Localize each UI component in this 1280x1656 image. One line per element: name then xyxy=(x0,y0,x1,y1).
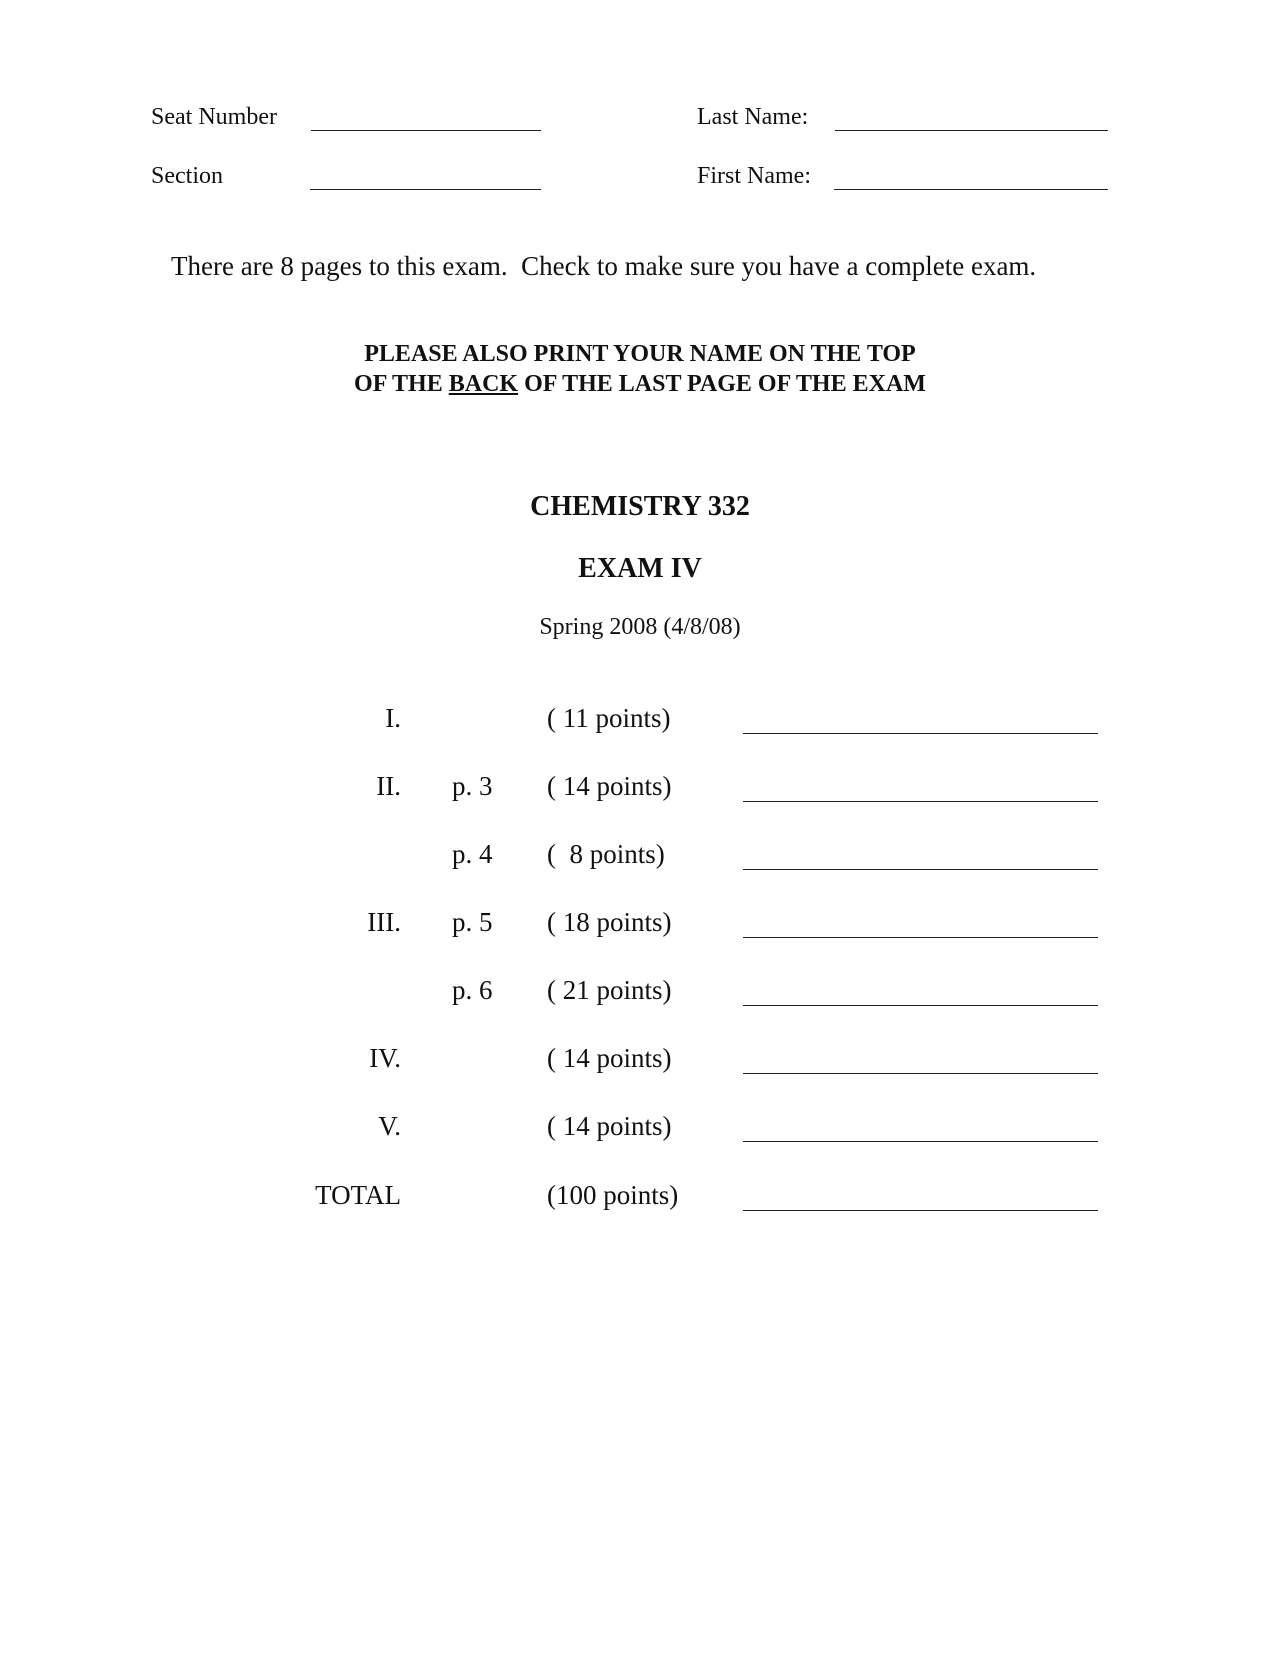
score-row-section: III. xyxy=(367,907,401,937)
instruction-line-2-pre: OF THE xyxy=(354,371,443,397)
score-row-section: V. xyxy=(378,1111,401,1141)
score-entry-line[interactable] xyxy=(743,1073,1098,1074)
score-row-points: ( 14 points) xyxy=(547,771,672,801)
score-row-section: I. xyxy=(385,703,401,733)
seat-number-field[interactable] xyxy=(311,130,541,131)
score-row-section: II. xyxy=(376,771,401,801)
page-count-notice: There are 8 pages to this exam. Check to make sure you have a complete exam. xyxy=(171,251,1037,281)
score-row-points: ( 14 points) xyxy=(547,1111,672,1141)
last-name-label: Last Name: xyxy=(697,104,809,130)
score-entry-line[interactable] xyxy=(743,869,1098,870)
section-field[interactable] xyxy=(310,189,541,190)
last-name-field[interactable] xyxy=(835,130,1108,131)
instruction-line-2-post: OF THE LAST PAGE OF THE EXAM xyxy=(524,371,926,397)
exam-date: Spring 2008 (4/8/08) xyxy=(539,614,741,640)
score-row-page: p. 5 xyxy=(452,907,493,937)
score-row-page: p. 6 xyxy=(452,975,493,1005)
course-title: CHEMISTRY 332 xyxy=(530,491,750,522)
first-name-field[interactable] xyxy=(834,189,1108,190)
score-row-points: ( 14 points) xyxy=(547,1043,672,1073)
score-row-page: p. 3 xyxy=(452,771,493,801)
score-entry-line[interactable] xyxy=(743,733,1098,734)
score-row-points: ( 8 points) xyxy=(547,839,665,869)
score-entry-line[interactable] xyxy=(743,937,1098,938)
score-entry-line[interactable] xyxy=(743,1210,1098,1211)
score-entry-line[interactable] xyxy=(743,1005,1098,1006)
first-name-label: First Name: xyxy=(697,163,811,189)
score-entry-line[interactable] xyxy=(743,1141,1098,1142)
score-row-points: (100 points) xyxy=(547,1180,679,1210)
score-row-points: ( 11 points) xyxy=(547,703,671,733)
score-row-points: ( 21 points) xyxy=(547,975,672,1005)
score-row-section: IV. xyxy=(369,1043,401,1073)
instruction-back-word: BACK xyxy=(448,371,519,397)
score-entry-line[interactable] xyxy=(743,801,1098,802)
instruction-line-1: PLEASE ALSO PRINT YOUR NAME ON THE TOP xyxy=(364,341,916,367)
section-label: Section xyxy=(151,163,223,189)
score-row-page: p. 4 xyxy=(452,839,493,869)
instruction-line-2 xyxy=(0,371,1280,398)
score-row-section: TOTAL xyxy=(315,1180,401,1210)
score-row-points: ( 18 points) xyxy=(547,907,672,937)
exam-title: EXAM IV xyxy=(578,553,702,584)
seat-number-label: Seat Number xyxy=(151,104,277,130)
